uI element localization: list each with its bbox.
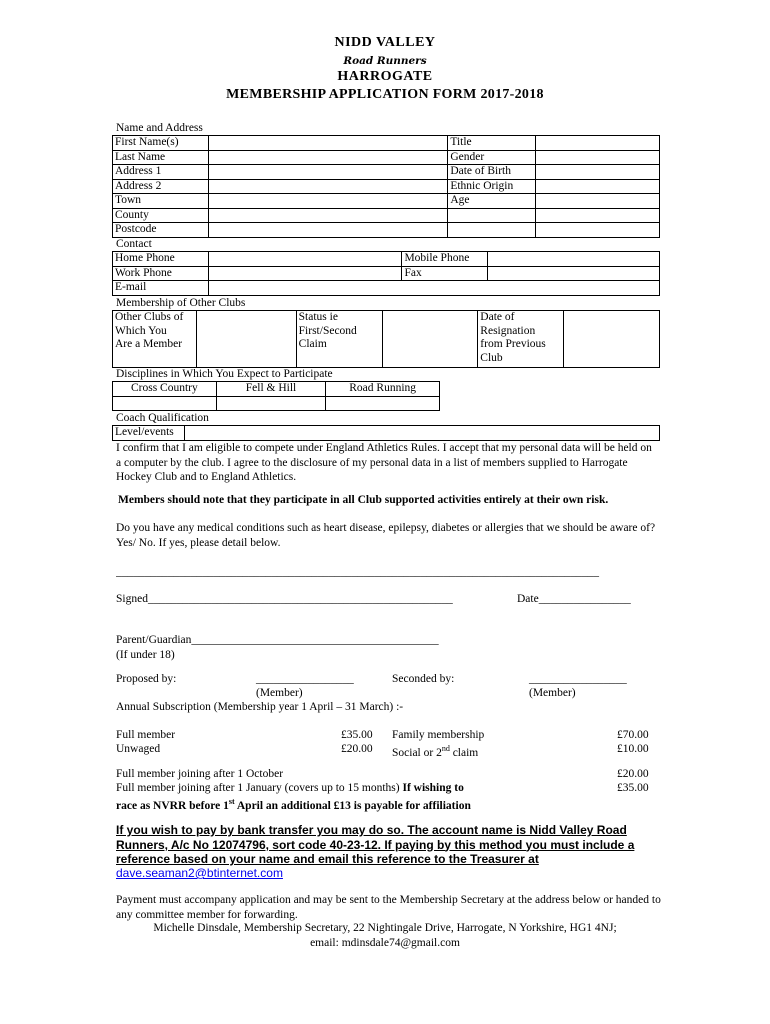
discipline-fell-hill: Fell & Hill (216, 382, 326, 397)
personal-right-field[interactable] (536, 150, 660, 165)
fax-field[interactable] (488, 266, 660, 281)
section-coach: Coach Qualification (116, 412, 209, 424)
family-label: Family membership (392, 729, 485, 741)
status-label (296, 311, 382, 368)
other-clubs-line2: Which You (115, 324, 167, 337)
personal-left-label: Postcode (113, 223, 209, 238)
mobile-phone-field[interactable] (488, 252, 660, 267)
personal-left-label: Address 1 (113, 165, 209, 180)
personal-right-label (448, 208, 536, 223)
personal-right-field[interactable] (536, 165, 660, 180)
personal-right-field[interactable] (536, 223, 660, 238)
nvrr-affiliation (116, 795, 471, 813)
personal-left-label: Last Name (113, 150, 209, 165)
personal-row (113, 208, 660, 223)
proposed-member-note: (Member) (256, 687, 303, 699)
family-fee: £70.00 (617, 729, 649, 741)
personal-right-label: Gender (448, 150, 536, 165)
nvrr-text-2: race as NVRR before 1 (116, 799, 229, 812)
social-sup: nd (441, 744, 450, 753)
seconded-member-note: (Member) (529, 687, 576, 699)
personal-left-field[interactable] (208, 165, 447, 180)
resignation-label (478, 311, 564, 368)
resignation-line3: from Previous (480, 338, 546, 350)
january-text: Full member joining after 1 January (covers up to 15 months) (116, 782, 400, 794)
proposed-label: Proposed by: (116, 673, 177, 685)
disciplines-table (112, 381, 440, 411)
personal-row (113, 150, 660, 165)
personal-row (113, 165, 660, 180)
fell-hill-field[interactable] (216, 396, 326, 411)
personal-right-label: Date of Birth (448, 165, 536, 180)
personal-left-label: Address 2 (113, 179, 209, 194)
guardian-line[interactable]: Parent/Guardian___________________________________________ (116, 634, 439, 646)
personal-left-field[interactable] (208, 179, 447, 194)
personal-left-field[interactable] (208, 208, 447, 223)
social-prefix: Social or 2 (392, 746, 442, 759)
status-line2: First/Second (298, 324, 357, 337)
personal-right-field[interactable] (536, 208, 660, 223)
payment-note: Payment must accompany application and may be sent to the Membership Secretary at the address below or handed to any committee member for forwarding. (116, 894, 661, 921)
full-member-fee: £35.00 (341, 729, 373, 741)
under-18-note: (If under 18) (116, 649, 175, 661)
personal-right-field[interactable] (536, 179, 660, 194)
personal-right-field[interactable] (536, 136, 660, 151)
town-title: HARROGATE (337, 69, 433, 84)
other-clubs-label (113, 311, 197, 368)
full-member-label: Full member (116, 729, 176, 741)
other-clubs-table (112, 310, 660, 368)
email-field[interactable] (208, 281, 659, 296)
mobile-phone-label: Mobile Phone (402, 252, 488, 267)
resignation-field[interactable] (564, 311, 660, 368)
resignation-line4: Club (480, 351, 503, 364)
personal-left-field[interactable] (208, 223, 447, 238)
social-label (392, 742, 478, 760)
treasurer-email-link[interactable]: dave.seaman2@btinternet.com (116, 866, 283, 880)
medical-detail-line[interactable]: ____________________________________________________________________________________ (116, 566, 599, 578)
other-clubs-field[interactable] (196, 311, 296, 368)
other-clubs-line1: Other Clubs of (115, 311, 184, 323)
email-label: E-mail (113, 281, 209, 296)
section-disciplines: Disciplines in Which You Expect to Participate (116, 368, 333, 380)
personal-details-table (112, 135, 660, 238)
october-fee: £20.00 (617, 768, 649, 780)
personal-right-label (448, 223, 536, 238)
unwaged-fee: £20.00 (341, 743, 373, 755)
nvrr-text-1: If wishing to (402, 782, 464, 794)
coach-table (112, 425, 660, 441)
social-suffix: claim (449, 746, 479, 759)
date-line[interactable]: Date________________ (517, 593, 631, 605)
personal-right-label: Ethnic Origin (448, 179, 536, 194)
status-field[interactable] (382, 311, 478, 368)
personal-row (113, 179, 660, 194)
signed-line[interactable]: Signed_____________________________________________________ (116, 593, 453, 605)
cross-country-field[interactable] (113, 396, 217, 411)
unwaged-label: Unwaged (116, 743, 161, 755)
work-phone-field[interactable] (208, 266, 402, 281)
seconded-label: Seconded by: (392, 673, 455, 685)
bank-transfer-text: If you wish to pay by bank transfer you may do so. The account name is Nidd Valley Road Runners, A/c No 12074796, sort code 40-23-12. If paying by this method you must include a reference based on your name and email this reference to the Treasurer at (116, 823, 635, 866)
subscription-heading: Annual Subscription (Membership year 1 April – 31 March) :- (116, 701, 404, 713)
secretary-email: email: mdinsdale74@gmail.com (310, 937, 460, 949)
home-phone-field[interactable] (208, 252, 402, 267)
resignation-line2: Resignation (480, 324, 536, 337)
personal-row (113, 223, 660, 238)
level-events-field[interactable] (184, 426, 659, 441)
personal-left-label: County (113, 208, 209, 223)
personal-right-label: Age (448, 194, 536, 209)
medical-question: Do you have any medical conditions such as heart disease, epilepsy, diabetes or allergies that we should be aware of? Yes/ No. If yes, please detail below. (116, 522, 656, 549)
seconded-line[interactable]: _________________ (529, 673, 627, 685)
personal-left-field[interactable] (208, 136, 447, 151)
home-phone-label: Home Phone (113, 252, 209, 267)
other-clubs-line3: Are a Member (115, 338, 183, 350)
january-label (116, 781, 464, 796)
section-contact: Contact (116, 238, 152, 250)
form-title: MEMBERSHIP APPLICATION FORM 2017-2018 (226, 87, 544, 102)
contact-table (112, 251, 660, 296)
social-fee: £10.00 (617, 743, 649, 755)
personal-right-field[interactable] (536, 194, 660, 209)
discipline-cross-country: Cross Country (113, 382, 217, 397)
discipline-road-running: Road Running (326, 382, 440, 397)
declaration-text: I confirm that I am eligible to compete under England Athletics Rules. I accept that my personal data will be held on a computer by the club. I agree to the disclosure of my personal data in a list of members supplied to Harrogate Hockey Club and to England Athletics. (116, 442, 652, 483)
status-line1: Status ie (298, 311, 338, 323)
level-events-label: Level/events (113, 426, 185, 441)
personal-left-label: First Name(s) (113, 136, 209, 151)
proposed-line[interactable]: _________________ (256, 673, 354, 685)
january-fee: £35.00 (617, 782, 649, 794)
personal-left-label: Town (113, 194, 209, 209)
personal-row (113, 136, 660, 151)
nvrr-sup: st (228, 797, 235, 806)
org-title: NIDD VALLEY (334, 35, 436, 50)
work-phone-label: Work Phone (113, 266, 209, 281)
personal-left-field[interactable] (208, 194, 447, 209)
section-name-address: Name and Address (116, 122, 203, 134)
road-running-field[interactable] (326, 396, 440, 411)
october-label: Full member joining after 1 October (116, 768, 284, 780)
personal-row (113, 194, 660, 209)
personal-right-label: Title (448, 136, 536, 151)
nvrr-text-3: April an additional £13 is payable for affiliation (234, 799, 471, 812)
personal-left-field[interactable] (208, 150, 447, 165)
risk-statement: Members should note that they participate in all Club supported activities entirely at their own risk. (118, 494, 609, 506)
section-other-clubs: Membership of Other Clubs (116, 297, 246, 309)
fax-label: Fax (402, 266, 488, 281)
resignation-line1: Date of (480, 311, 515, 323)
org-subtitle: Road Runners (343, 55, 427, 67)
status-line3: Claim (298, 338, 327, 350)
secretary-address: Michelle Dinsdale, Membership Secretary, 22 Nightingale Drive, Harrogate, N Yorkshire, HG1 4NJ; (153, 922, 617, 934)
